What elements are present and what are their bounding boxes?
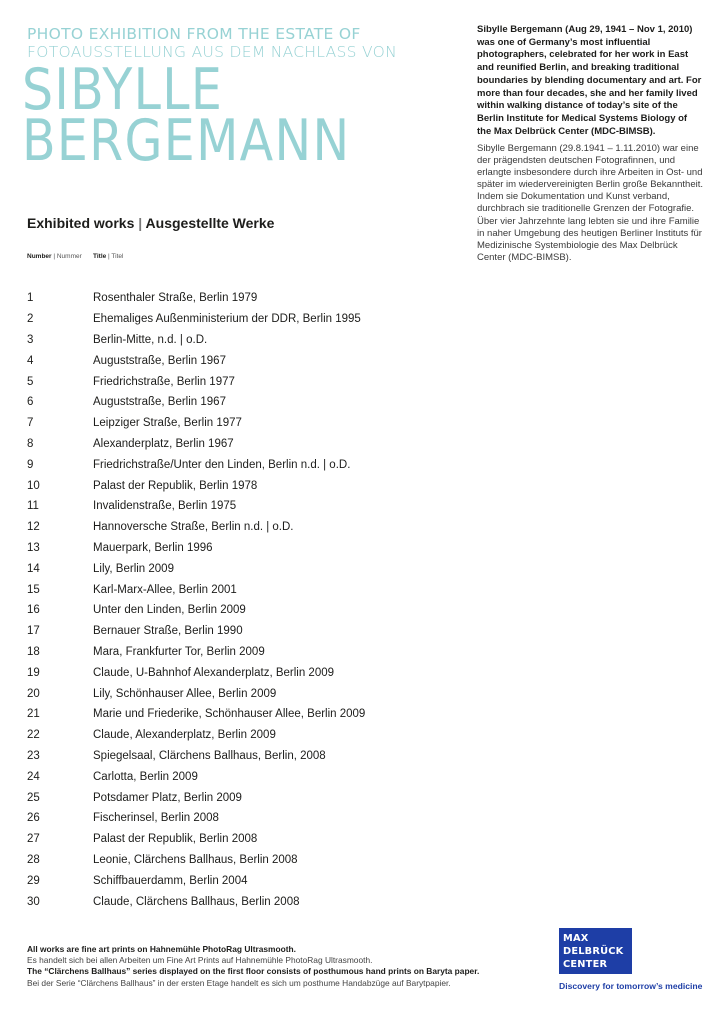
work-number: 18 [27, 645, 40, 658]
work-number: 21 [27, 708, 40, 721]
work-number: 13 [27, 541, 40, 554]
work-title: Bernauer Straße, Berlin 1990 [93, 625, 243, 638]
work-row [27, 309, 467, 330]
work-row [27, 350, 467, 371]
work-title: Invalidenstraße, Berlin 1975 [93, 500, 237, 513]
work-title: Claude, Alexanderplatz, Berlin 2009 [93, 729, 276, 742]
section-title-en: Exhibited works [27, 215, 135, 231]
work-number: 12 [27, 521, 40, 534]
work-number: 3 [27, 333, 34, 346]
work-row [27, 870, 467, 891]
work-number: 11 [27, 500, 39, 513]
series-note-en: The “Clärchens Ballhaus” series displayed on the first floor consists of posthumous hand prints on Baryta paper. [27, 966, 480, 977]
work-title: Potsdamer Platz, Berlin 2009 [93, 791, 242, 804]
work-row [27, 288, 467, 309]
work-number: 5 [27, 375, 34, 388]
logo-line-2: DELBRÜCK [563, 946, 624, 957]
work-row [27, 496, 467, 517]
column-header-number-de: | Nummer [51, 253, 82, 260]
work-title: Friedrichstraße/Unter den Linden, Berlin n.d. | o.D. [93, 458, 351, 471]
work-title: Unter den Linden, Berlin 2009 [93, 604, 246, 617]
artist-name-first: SIBYLLE [22, 57, 224, 123]
work-row [27, 600, 467, 621]
biography-en: Sibylle Bergemann (Aug 29, 1941 – Nov 1, 2010) was one of Germany’s most influential photographers, celebrated for her work in East and reunified Berlin, and breaking traditional boundaries by blending documentary and art. For more than four decades, she and her family lived within walking distance of today’s site of the Berlin Institute for Medical Systems Biology of the Max Delbrück Center (MDC-BIMSB). [477, 24, 702, 137]
logo-line-1: MAX [563, 933, 589, 944]
work-title: Ehemaliges Außenministerium der DDR, Berlin 1995 [93, 313, 361, 326]
work-row [27, 704, 467, 725]
work-number: 25 [27, 791, 40, 804]
work-title: Mara, Frankfurter Tor, Berlin 2009 [93, 645, 265, 658]
work-row [27, 371, 467, 392]
print-notes [27, 944, 547, 989]
work-number: 8 [27, 437, 34, 450]
work-title: Schiffbauerdamm, Berlin 2004 [93, 874, 248, 887]
work-title: Mauerpark, Berlin 1996 [93, 541, 213, 554]
work-row [27, 392, 467, 413]
work-row [27, 538, 467, 559]
column-header-title-en: Title [93, 253, 107, 260]
work-row [27, 766, 467, 787]
exhibition-heading-en: PHOTO EXHIBITION FROM THE ESTATE OF [27, 25, 361, 43]
work-title: Claude, U-Bahnhof Alexanderplatz, Berlin 2009 [93, 666, 335, 679]
work-number: 23 [27, 749, 40, 762]
work-row [27, 850, 467, 871]
work-title: Leonie, Clärchens Ballhaus, Berlin 2008 [93, 853, 298, 866]
work-title: Friedrichstraße, Berlin 1977 [93, 375, 235, 388]
work-row [27, 746, 467, 767]
work-number: 27 [27, 833, 40, 846]
biography-de: Sibylle Bergemann (29.8.1941 – 1.11.2010) war eine der prägendsten deutschen Fotografinnen, und erlangte insbesondere durch ihre Arbeiten in Ost- und später im wiedervereinigten Berlin große Bekanntheit. Indem sie Dokumentation und Kunst verband, durchbrach sie traditionelle Grenzen der Fotografie. Über vier Jahrzehnte lang lebten sie und ihre Familie in naher Umgebung des heutigen Berliner Instituts für Medizinische Systembiologie des Max Delbrück Center (MDC-BIMSB). [477, 143, 704, 263]
work-row [27, 725, 467, 746]
work-number: 28 [27, 853, 40, 866]
work-row [27, 642, 467, 663]
section-title-de: Ausgestellte Werke [145, 215, 275, 231]
work-number: 20 [27, 687, 40, 700]
work-title: Leipziger Straße, Berlin 1977 [93, 417, 242, 430]
work-row [27, 787, 467, 808]
column-header-title-de: | Titel [106, 253, 124, 260]
work-title: Claude, Clärchens Ballhaus, Berlin 2008 [93, 895, 300, 908]
work-title: Karl-Marx-Allee, Berlin 2001 [93, 583, 237, 596]
work-number: 24 [27, 770, 40, 783]
work-title: Auguststraße, Berlin 1967 [93, 396, 226, 409]
work-row [27, 891, 467, 912]
works-list [27, 288, 467, 912]
work-title: Carlotta, Berlin 2009 [93, 770, 198, 783]
artist-name-last: BERGEMANN [22, 108, 351, 174]
work-number: 17 [27, 625, 40, 638]
work-number: 30 [27, 895, 40, 908]
series-note-de: Bei der Serie “Clärchens Ballhaus” in der ersten Etage handelt es sich um posthume Handabzüge auf Barytpapier. [27, 977, 451, 988]
prints-note-de: Es handelt sich bei allen Arbeiten um Fine Art Prints auf Hahnemühle PhotoRag Ultrasmooth. [27, 955, 373, 966]
work-row [27, 829, 467, 850]
work-row [27, 683, 467, 704]
work-title: Hannoversche Straße, Berlin n.d. | o.D. [93, 521, 294, 534]
column-header-number [27, 253, 82, 261]
column-header-title [93, 253, 123, 261]
work-row [27, 413, 467, 434]
work-title: Auguststraße, Berlin 1967 [93, 354, 226, 367]
work-number: 29 [27, 874, 40, 887]
work-row [27, 558, 467, 579]
work-title: Lily, Berlin 2009 [93, 562, 174, 575]
work-row [27, 475, 467, 496]
work-row [27, 808, 467, 829]
work-row [27, 330, 467, 351]
work-number: 7 [27, 417, 34, 430]
work-number: 9 [27, 458, 34, 471]
work-number: 4 [27, 354, 34, 367]
work-title: Lily, Schönhauser Allee, Berlin 2009 [93, 687, 277, 700]
work-row [27, 517, 467, 538]
logo-line-3: CENTER [563, 959, 608, 970]
work-number: 19 [27, 666, 40, 679]
column-header-number-en: Number [27, 253, 52, 260]
work-number: 22 [27, 729, 40, 742]
max-delbrueck-center-logo [559, 928, 632, 974]
work-number: 15 [27, 583, 40, 596]
logo-tagline: Discovery for tomorrow’s medicine [559, 981, 703, 991]
work-number: 6 [27, 396, 34, 409]
work-title: Palast der Republik, Berlin 1978 [93, 479, 258, 492]
work-row [27, 621, 467, 642]
work-title: Berlin-Mitte, n.d. | o.D. [93, 333, 208, 346]
work-title: Fischerinsel, Berlin 2008 [93, 812, 219, 825]
work-title: Rosenthaler Straße, Berlin 1979 [93, 292, 258, 305]
work-row [27, 662, 467, 683]
work-number: 16 [27, 604, 40, 617]
exhibited-works-title [27, 214, 274, 232]
prints-note-en: All works are fine art prints on Hahnemühle PhotoRag Ultrasmooth. [27, 944, 296, 954]
work-number: 26 [27, 812, 40, 825]
work-row [27, 579, 467, 600]
work-row [27, 434, 467, 455]
work-title: Alexanderplatz, Berlin 1967 [93, 437, 234, 450]
work-title: Spiegelsaal, Clärchens Ballhaus, Berlin, 2008 [93, 749, 326, 762]
work-number: 10 [27, 479, 40, 492]
work-title: Palast der Republik, Berlin 2008 [93, 833, 258, 846]
exhibition-heading-de: FOTOAUSSTELLUNG AUS DEM NACHLASS VON [27, 43, 398, 61]
work-number: 14 [27, 562, 40, 575]
work-row [27, 454, 467, 475]
section-title-separator: | [134, 215, 146, 231]
work-number: 2 [27, 313, 34, 326]
work-title: Marie und Friederike, Schönhauser Allee, Berlin 2009 [93, 708, 366, 721]
work-number: 1 [27, 292, 34, 305]
